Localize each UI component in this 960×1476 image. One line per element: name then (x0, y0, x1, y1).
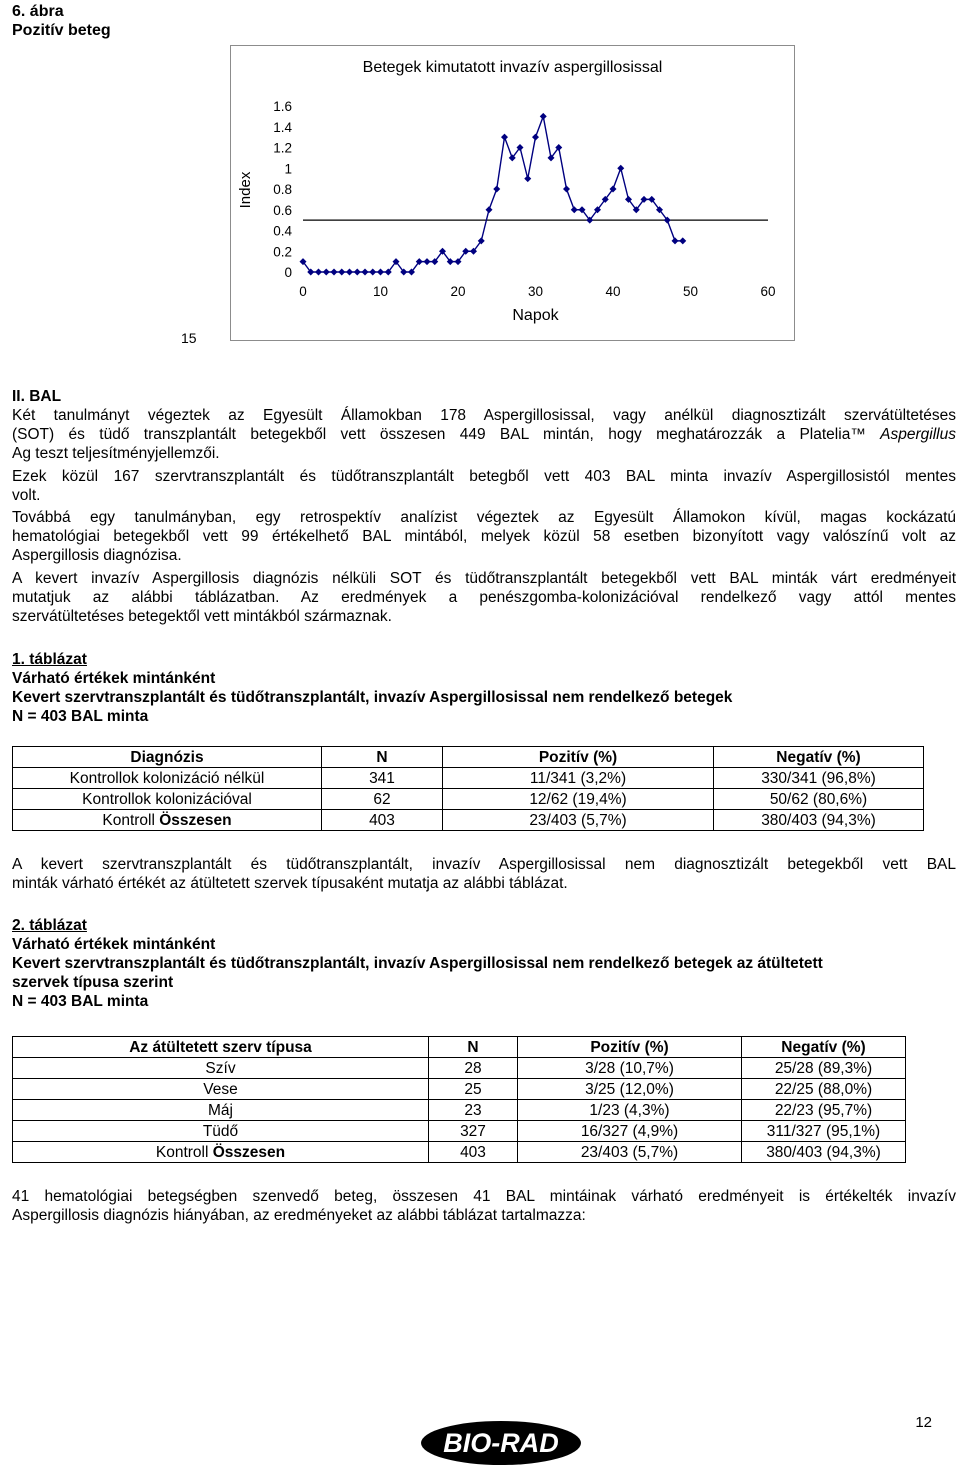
cell-total-label (13, 810, 322, 831)
p3-line-3: Aspergillosis diagnózisa. (12, 547, 182, 564)
cell: 403 (429, 1142, 518, 1163)
x-tick-label: 20 (450, 284, 466, 299)
table-row (13, 1100, 906, 1121)
y-tick-label: 0.6 (273, 202, 292, 218)
data-point (377, 269, 384, 276)
table1-label (12, 650, 732, 669)
table1-heading (12, 650, 732, 726)
data-point (362, 269, 369, 276)
cell: 380/403 (94,3%) (714, 810, 924, 831)
total-bold: Összesen (159, 811, 232, 829)
cell: 22/23 (95,7%) (742, 1100, 906, 1121)
table-header-row (13, 1037, 906, 1058)
cell: 380/403 (94,3%) (742, 1142, 906, 1163)
col-negativ: Negatív (%) (714, 747, 924, 768)
p4-line-1: A kevert invazív Aspergillosis diagnózis nélküli SOT és tüdőtranszplantált betegekből vett BAL minták várt eredményeit (12, 570, 956, 587)
p4-line-2: mutatjuk az alábbi táblázatban. Az eredmények a penészgomba-kolonizációval rendelkező vagy attól mentes (12, 589, 956, 606)
data-point (486, 206, 493, 213)
y-tick-label: 0 (284, 265, 292, 280)
col-n: N (322, 747, 443, 768)
data-point (346, 269, 353, 276)
table2-heading1: Várható értékek mintánként (12, 936, 216, 953)
col-pozitiv: Pozitív (%) (518, 1037, 742, 1058)
cell: Vese (13, 1079, 429, 1100)
p1-line-1: Két tanulmányt végeztek az Egyesült Államokban 178 Aspergillosissal, vagy anélkül diagnosztizált szervátültetéses (12, 407, 956, 424)
p4-line-3: szervátültetéses betegektől vett mintákból származnak. (12, 608, 392, 625)
data-point (338, 269, 345, 276)
x-tick-label: 10 (372, 284, 389, 299)
x-tick-label: 50 (682, 284, 699, 299)
table-header-row (13, 747, 924, 768)
table1-heading1: Várható értékek mintánként (12, 670, 216, 687)
cell-total-label (13, 1142, 429, 1163)
cell: 3/28 (10,7%) (518, 1058, 742, 1079)
table1-heading3: N = 403 BAL minta (12, 708, 149, 725)
data-point (369, 269, 376, 276)
col-diagnozis: Diagnózis (13, 747, 322, 768)
paragraph-5 (12, 855, 956, 893)
cell: 23 (429, 1100, 518, 1121)
cell: 327 (429, 1121, 518, 1142)
cell: 23/403 (5,7%) (443, 810, 714, 831)
page-number: 12 (915, 1414, 932, 1431)
col-n: N (429, 1037, 518, 1058)
line-chart (0, 0, 960, 360)
x-axis-title: Napok (512, 307, 559, 324)
total-bold: Összesen (212, 1143, 286, 1161)
aspergillus-italic: Aspergillus (880, 426, 956, 443)
y-tick-label: 1 (284, 161, 292, 177)
total-prefix: Kontroll (155, 1143, 209, 1161)
cell: 311/327 (95,1%) (742, 1121, 906, 1142)
cell: 11/341 (3,2%) (443, 768, 714, 789)
y-tick-label: 1.6 (273, 99, 292, 114)
data-point (501, 134, 508, 141)
data-point (331, 269, 338, 276)
cell: Tüdő (13, 1121, 429, 1142)
table2-heading3: N = 403 BAL minta (12, 993, 149, 1010)
x-tick-label: 60 (760, 284, 776, 299)
x-tick-label: 40 (605, 284, 621, 299)
bio-rad-logo (420, 1420, 582, 1466)
cell: 1/23 (4,3%) (518, 1100, 742, 1121)
cell: 25 (429, 1079, 518, 1100)
table1-heading2: Kevert szervtranszplantált és tüdőtranszplantált, invazív Aspergillosissal nem rendelkező betegek (12, 689, 733, 706)
p1-line-2-text: (SOT) és tüdő transzplantált betegekből vett összesen 449 BAL mintán, hogy meghatározzák a Platelia™ (12, 426, 866, 443)
section-title: II. BAL (12, 388, 62, 405)
table-1 (12, 746, 924, 831)
paragraph-2 (12, 467, 956, 505)
col-negativ: Negatív (%) (742, 1037, 906, 1058)
p5-line-1: A kevert szervtranszplantált és tüdőtranszplantált, invazív Aspergillosissal nem diagnosztizált betegekből vett BAL (12, 856, 956, 873)
paragraph-4 (12, 569, 956, 626)
p2-line-2: volt. (12, 487, 41, 504)
cell: 50/62 (80,6%) (714, 789, 924, 810)
cell: Szív (13, 1058, 429, 1079)
cell: 28 (429, 1058, 518, 1079)
table2-label-text: 2. táblázat (12, 917, 87, 934)
table1-label-text: 1. táblázat (12, 651, 87, 668)
cell: 22/25 (88,0%) (742, 1079, 906, 1100)
x-tick-label: 0 (299, 284, 307, 299)
y-tick-label: 0.2 (273, 244, 292, 260)
p6-line-1: 41 hematológiai betegségben szenvedő beteg, összesen 41 BAL mintáinak várható eredményeit is értékelték invazív (12, 1188, 956, 1205)
figure-number: 6. ábra (12, 3, 64, 20)
chart-title: Betegek kimutatott invazív aspergillosissal (362, 59, 663, 76)
data-point (354, 269, 361, 276)
data-point (532, 134, 539, 141)
p3-line-1: Továbbá egy tanulmányban, egy retrospektív analízist végeztek az Egyesült Államokon kívül, magas kockázatú (12, 509, 956, 526)
table2-heading2b: szervek típusa szerint (12, 974, 174, 991)
y-tick-label: 0.8 (273, 182, 292, 197)
cell: Kontrollok kolonizációval (13, 789, 322, 810)
series-line (303, 116, 683, 272)
table2-heading2a: Kevert szervtranszplantált és tüdőtranszplantált, invazív Aspergillosissal nem rendelkező betegek az átültetett (12, 955, 823, 972)
table-total-row (13, 810, 924, 831)
cell: Kontrollok kolonizáció nélkül (13, 768, 322, 789)
paragraph-3 (12, 508, 956, 565)
table-2 (12, 1036, 906, 1163)
paragraph-1 (12, 406, 956, 463)
cell: 23/403 (5,7%) (518, 1142, 742, 1163)
y-tick-label: 1.4 (273, 119, 292, 135)
data-point (315, 269, 322, 276)
data-point (571, 206, 578, 213)
cell: 16/327 (4,9%) (518, 1121, 742, 1142)
p1-line-3: Ag teszt teljesítményjellemzői. (12, 445, 220, 462)
data-point (424, 258, 431, 265)
data-point (672, 237, 679, 244)
data-point (493, 186, 500, 193)
data-point (563, 186, 570, 193)
table-total-row (13, 1142, 906, 1163)
cell: 330/341 (96,8%) (714, 768, 924, 789)
p2-line-1: Ezek közül 167 szervtranszplantált és tüdőtranszplantált betegből vett 403 BAL minta invazív Aspergillosistól mentes (12, 468, 956, 485)
chart-page-marker: 15 (181, 330, 197, 346)
paragraph-6 (12, 1187, 956, 1225)
p1-line-2 (12, 425, 956, 444)
table-row (13, 1058, 906, 1079)
p5-line-2: minták várható értékét az átültetett szervek típusaként mutatja az alábbi táblázat. (12, 875, 568, 892)
cell: 403 (322, 810, 443, 831)
col-pozitiv: Pozitív (%) (443, 747, 714, 768)
x-tick-label: 30 (527, 284, 544, 299)
cell: Máj (13, 1100, 429, 1121)
y-tick-label: 0.4 (273, 223, 292, 239)
data-point (524, 175, 531, 182)
logo-text: BIO-RAD (443, 1428, 559, 1458)
cell: 3/25 (12,0%) (518, 1079, 742, 1100)
table-row (13, 768, 924, 789)
table2-label (12, 916, 823, 935)
p6-line-2: Aspergillosis diagnózis hiányában, az eredményeket az alábbi táblázat tartalmazza: (12, 1207, 586, 1224)
data-point (540, 113, 547, 120)
y-axis-title: Index (237, 171, 254, 209)
table-row (13, 1121, 906, 1142)
total-prefix: Kontroll (102, 811, 155, 829)
cell: 341 (322, 768, 443, 789)
data-point (617, 165, 624, 172)
y-tick-label: 1.2 (273, 140, 292, 156)
table-row (13, 1079, 906, 1100)
data-point (323, 269, 330, 276)
figure-subtitle: Pozitív beteg (12, 22, 111, 39)
data-point (679, 237, 686, 244)
cell: 62 (322, 789, 443, 810)
cell: 12/62 (19,4%) (443, 789, 714, 810)
col-szerv: Az átültetett szerv típusa (13, 1037, 429, 1058)
p3-line-2: hematológiai betegekből vett 99 értékelhető BAL mintából, melyek közül 58 esetben bizonyított vagy valószínű volt az (12, 528, 956, 545)
table-row (13, 789, 924, 810)
table2-heading (12, 916, 823, 1011)
cell: 25/28 (89,3%) (742, 1058, 906, 1079)
